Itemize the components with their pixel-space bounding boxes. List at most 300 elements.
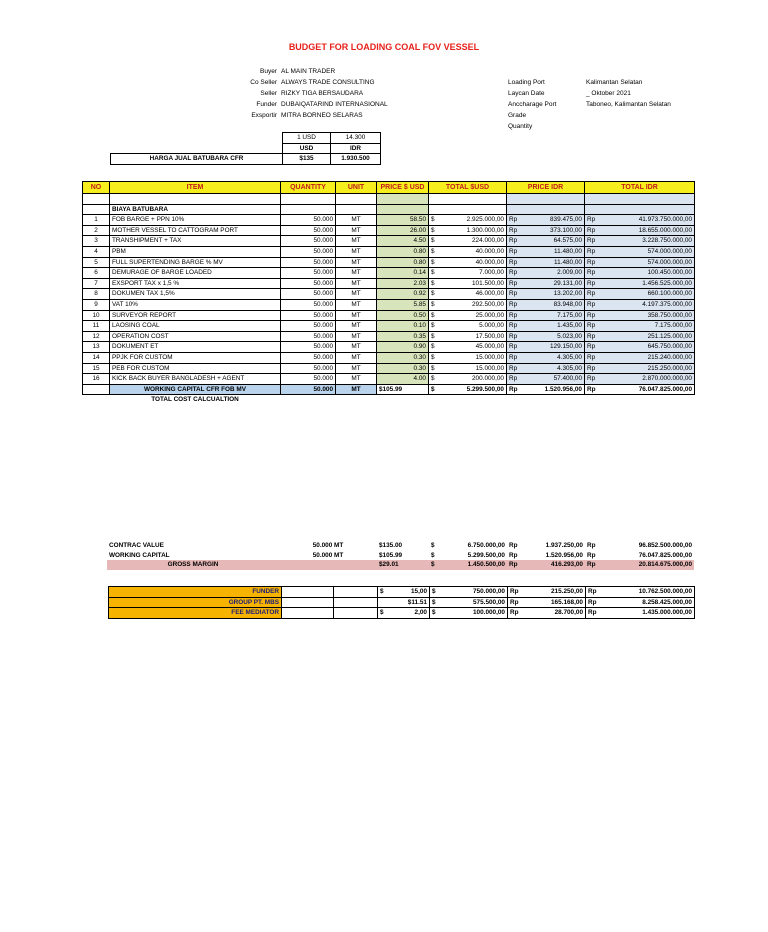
row-total-idr-cell [585,299,695,310]
sale-price-usd: $135 [283,154,331,165]
row-price-idr: 11.480,00 [554,258,582,266]
wc-total-idr: 76.047.825.000,00 [638,385,692,393]
rp-sign: Rp [587,332,596,340]
rp-sign: Rp [588,609,597,617]
row-unit: MT [336,289,377,300]
dollar-sign: $ [431,216,435,224]
row-unit: MT [336,215,377,226]
row-total-idr: 574.000.000,00 [647,247,692,255]
row-total-idr: 215.250.000,00 [647,364,692,372]
row-unit: MT [336,268,377,279]
dollar-sign: $ [432,588,436,595]
rp-sign: Rp [587,551,596,559]
row-price-usd: 58.50 [377,215,429,226]
fx-idr-head: IDR [331,143,381,154]
column-header: TOTAL IDR [585,182,695,194]
table-row [83,374,695,385]
dollar-sign: $ [431,353,435,361]
row-price-idr-cell [507,321,585,332]
row-item: PBM [110,246,281,257]
party-label: Seller [260,90,277,97]
table-header-row [83,182,695,194]
row-item: DOKUMEN TAX 1,5% [110,289,281,300]
table-row [83,321,695,332]
dollar-sign: $ [431,300,435,308]
table-row [83,310,695,321]
row-total-usd: 40.000,00 [475,258,504,266]
shipping-label: Anccharage Port [508,101,557,108]
column-header: TOTAL $USD [429,182,507,194]
row-unit: MT [336,374,377,385]
distribution-total-usd: 100.000,00 [473,609,505,617]
row-total-idr-cell [585,278,695,289]
rp-sign: Rp [509,551,518,559]
row-total-idr: 4.197.375.000,00 [642,300,692,308]
party-row [205,88,435,99]
row-total-idr-cell [585,352,695,363]
rp-sign: Rp [587,258,596,266]
rp-sign: Rp [587,237,596,245]
row-price-idr-cell [507,257,585,268]
party-label: Funder [256,101,277,108]
row-price-idr-cell [507,268,585,279]
rp-sign: Rp [587,279,596,287]
row-unit: MT [336,299,377,310]
row-total-idr: 18.655.000.000,00 [638,226,692,234]
row-total-usd-cell [429,289,507,300]
summary-table [107,541,694,570]
rp-sign: Rp [509,322,518,330]
party-value: DUBAIQATARIND INTERNASIONAL [281,101,388,108]
shipping-label: Grade [508,112,527,119]
summary-label: CONTRAC VALUE [109,542,164,549]
dollar-sign: $ [432,598,436,606]
row-number: 13 [83,342,110,353]
table-row [83,257,695,268]
row-item: TRANSHIPMENT + TAX [110,236,281,247]
row-number: 12 [83,331,110,342]
rp-sign: Rp [587,364,596,372]
row-total-idr: 251.125.000,00 [647,332,692,340]
row-total-usd: 5.000,00 [479,322,504,330]
party-label: Exsportir [251,112,277,119]
shipping-label: Quantity [508,123,533,130]
row-quantity: 50.000 [281,352,336,363]
column-header: UNIT [336,182,377,194]
row-item: DOKUMENT ET [110,342,281,353]
row-price-idr-cell [507,246,585,257]
rp-sign: Rp [587,385,596,393]
distribution-price: 2,00 [414,609,427,617]
shipping-row [508,110,748,121]
row-total-idr: 215.240.000,00 [647,353,692,361]
page-title: BUDGET FOR LOADING COAL FOV VESSEL [288,42,480,52]
row-price-usd: 0.90 [377,342,429,353]
row-quantity: 50.000 [281,257,336,268]
column-header: NO [83,182,110,194]
dollar-sign: $ [431,311,435,319]
row-total-idr-cell [585,246,695,257]
distribution-price-idr: 215.250,00 [551,588,583,595]
rp-sign: Rp [509,300,518,308]
row-total-usd: 15.000,00 [475,364,504,372]
summary-price-idr: 1.937.250,00 [545,542,583,549]
dollar-sign: $ [431,542,435,549]
dollar-sign: $ [431,279,435,287]
rp-sign: Rp [587,247,596,255]
row-total-idr-cell [585,331,695,342]
row-price-idr: 2.009,00 [557,269,582,277]
row-unit: MT [336,310,377,321]
column-header: PRICE $ USD [377,182,429,194]
table-row [83,299,695,310]
row-total-usd: 292.500,00 [472,300,504,308]
shipping-row [508,88,748,99]
summary-label: WORKING CAPITAL [109,551,170,559]
row-number: 7 [83,278,110,289]
distribution-row [109,608,695,619]
summary-total-usd: 5.299.500,00 [467,551,505,559]
distribution-price-idr: 28.700,00 [554,609,583,617]
row-total-idr-cell [585,289,695,300]
sale-price-label: HARGA JUAL BATUBARA CFR [111,154,283,165]
row-price-idr-cell [507,363,585,374]
row-number: 6 [83,268,110,279]
distribution-total-idr: 10.762.500.000,00 [638,588,692,595]
distribution-price: $11.51 [407,598,427,606]
rp-sign: Rp [509,542,518,549]
rp-sign: Rp [587,375,596,383]
row-total-idr-cell [585,342,695,353]
rp-sign: Rp [587,269,596,277]
rp-sign: Rp [510,609,519,617]
row-price-idr-cell [507,236,585,247]
gross-margin-price: $29.01 [377,560,429,570]
row-price-idr-cell [507,215,585,226]
column-header: PRICE IDR [507,182,585,194]
table-row [83,289,695,300]
row-total-usd-cell [429,268,507,279]
rp-sign: Rp [510,588,519,595]
row-price-usd: 2.03 [377,278,429,289]
gross-margin-price-idr: 416.293,00 [551,561,583,569]
dollar-sign: $ [431,551,435,559]
row-price-idr-cell [507,331,585,342]
fx-usd-label: 1 USD [283,133,331,144]
shipping-value: Taboneo, Kalimantan Selatan [586,101,671,108]
row-quantity: 50.000 [281,278,336,289]
row-quantity: 50.000 [281,289,336,300]
row-total-usd: 1.300.000,00 [466,226,504,234]
fx-idr-rate: 14.300 [331,133,381,144]
distribution-total-usd: 575.500,00 [473,598,505,606]
row-quantity: 50.000 [281,342,336,353]
row-total-idr: 574.000.000,00 [647,258,692,266]
row-quantity: 50.000 [281,363,336,374]
row-total-usd: 7.000,00 [479,269,504,277]
distribution-label: FUNDER [109,587,282,598]
row-price-idr: 5.023,00 [557,332,582,340]
row-unit: MT [336,257,377,268]
row-item: FULL SUPERTENDING BARGE % MV [110,257,281,268]
row-price-idr-cell [507,352,585,363]
row-quantity: 50.000 [281,215,336,226]
dollar-sign: $ [380,588,384,595]
shipping-value: _ Oktober 2021 [586,90,631,97]
distribution-label: GROUP PT. MBS [109,597,282,608]
row-quantity: 50.000 [281,331,336,342]
row-number: 16 [83,374,110,385]
rp-sign: Rp [587,300,596,308]
row-total-idr-cell [585,257,695,268]
row-price-usd: 5.85 [377,299,429,310]
row-number: 15 [83,363,110,374]
row-total-idr: 2.870.000.000,00 [642,375,692,383]
row-total-usd-cell [429,299,507,310]
summary-price: $105.99 [379,551,403,559]
rp-sign: Rp [510,598,519,606]
row-total-idr-cell [585,310,695,321]
gross-margin-total-idr: 20.814.675.000,00 [638,561,692,569]
distribution-total-usd: 750.000,00 [473,588,505,595]
row-total-usd: 40.000,00 [475,247,504,255]
row-unit: MT [336,236,377,247]
row-total-usd-cell [429,331,507,342]
row-total-usd-cell [429,257,507,268]
row-price-idr: 11.480,00 [554,247,582,255]
gross-margin-row [107,560,694,570]
parties-block [205,66,435,121]
row-total-idr-cell [585,374,695,385]
row-total-usd: 25.000,00 [475,311,504,319]
wc-item: WORKING CAPITAL CFR FOB MV [110,384,281,395]
row-number: 9 [83,299,110,310]
summary-total-usd: 6.750.000,00 [467,542,505,549]
row-number: 4 [83,246,110,257]
row-number: 2 [83,225,110,236]
summary-row [107,541,694,551]
row-number: 3 [83,236,110,247]
row-total-idr-cell [585,268,695,279]
row-price-idr: 57.400,00 [553,375,582,383]
rp-sign: Rp [587,353,596,361]
row-price-idr-cell [507,299,585,310]
rp-sign: Rp [509,279,518,287]
row-unit: MT [336,246,377,257]
row-price-idr: 129.150,00 [550,343,582,351]
dollar-sign: $ [431,258,435,266]
row-total-idr-cell [585,236,695,247]
row-price-usd: 4.50 [377,236,429,247]
table-row [83,363,695,374]
row-total-idr-cell [585,215,695,226]
row-price-usd: 4.00 [377,374,429,385]
row-total-usd-cell [429,374,507,385]
row-price-idr-cell [507,225,585,236]
rp-sign: Rp [509,226,518,234]
shipping-block [508,77,748,132]
row-total-usd-cell [429,342,507,353]
dollar-sign: $ [431,561,435,569]
rp-sign: Rp [587,290,596,298]
column-header: QUANTITY [281,182,336,194]
row-price-idr-cell [507,278,585,289]
party-label: Buyer [260,68,277,75]
rp-sign: Rp [587,542,596,549]
row-price-idr: 4.305,00 [557,353,582,361]
rp-sign: Rp [509,343,518,351]
distribution-table [108,586,695,619]
row-total-usd-cell [429,321,507,332]
gross-margin-total: 1.450.500,00 [467,561,505,569]
row-quantity: 50.000 [281,236,336,247]
row-total-usd: 224.000,00 [472,237,504,245]
row-price-usd: 0.80 [377,246,429,257]
rp-sign: Rp [509,247,518,255]
summary-price-idr: 1.520.956,00 [545,551,583,559]
distribution-row [109,597,695,608]
party-value: RIZKY TIGA BERSAUDARA [281,90,364,97]
row-price-idr-cell [507,289,585,300]
row-quantity: 50.000 [281,299,336,310]
rp-sign: Rp [509,353,518,361]
rp-sign: Rp [587,322,596,330]
table-row [83,331,695,342]
party-value: AL MAIN TRADER [281,68,336,75]
row-total-idr: 7.175.000,00 [654,322,692,330]
rp-sign: Rp [509,237,518,245]
total-cost-row [83,395,695,405]
shipping-row [508,77,748,88]
row-unit: MT [336,225,377,236]
rp-sign: Rp [587,311,596,319]
row-price-idr: 373.100,00 [550,226,582,234]
row-price-usd: 0.92 [377,289,429,300]
rp-sign: Rp [587,226,596,234]
table-row [83,268,695,279]
section-row [83,204,695,215]
row-total-usd-cell [429,278,507,289]
row-total-idr-cell [585,363,695,374]
rp-sign: Rp [587,561,596,569]
dollar-sign: $ [431,290,435,298]
row-item: VAT 10% [110,299,281,310]
row-item: PEB FOR CUSTOM [110,363,281,374]
row-total-usd: 46.000,00 [475,290,504,298]
row-total-idr: 41.973.750.000,00 [638,216,692,224]
row-number: 14 [83,352,110,363]
dollar-sign: $ [432,609,436,617]
shipping-row [508,121,748,132]
row-quantity: 50.000 [281,246,336,257]
row-total-usd: 15.000,00 [475,353,504,361]
row-price-usd: 0.30 [377,352,429,363]
row-unit: MT [336,363,377,374]
row-total-usd: 2.925.000,00 [466,216,504,224]
party-value: MITRA BORNEO SELARAS [281,112,363,119]
row-price-idr: 29.131,00 [553,279,582,287]
section-label: BIAYA BATUBARA [110,204,281,215]
row-total-usd: 17.500,00 [475,332,504,340]
row-quantity: 50.000 [281,225,336,236]
row-quantity: 50.000 [281,321,336,332]
row-price-usd: 0.30 [377,363,429,374]
dollar-sign: $ [431,385,435,393]
row-total-idr: 1.456.525.000,00 [642,279,692,287]
summary-row [107,551,694,561]
dollar-sign: $ [431,322,435,330]
party-row [205,66,435,77]
row-total-idr: 3.228.750.000,00 [642,237,692,245]
row-unit: MT [336,278,377,289]
row-price-usd: 0.14 [377,268,429,279]
row-number: 10 [83,310,110,321]
rp-sign: Rp [509,269,518,277]
party-label: Co Seller [250,79,277,86]
row-total-usd: 101.500,00 [472,279,504,287]
row-unit: MT [336,352,377,363]
row-number: 5 [83,257,110,268]
row-item: MOTHER VESSEL TO CATTOGRAM PORT [110,225,281,236]
row-total-idr: 660.100.000,00 [647,290,692,298]
wc-price: $105.99 [377,384,429,395]
row-number: 8 [83,289,110,300]
blank-row [83,194,695,205]
column-header: ITEM [110,182,281,194]
rp-sign: Rp [509,385,518,393]
row-total-usd-cell [429,246,507,257]
row-total-usd: 45.000,00 [475,343,504,351]
row-item: LAOSING COAL [110,321,281,332]
row-price-idr-cell [507,310,585,321]
party-row [205,99,435,110]
fx-usd-head: USD [283,143,331,154]
row-quantity: 50.000 [281,310,336,321]
shipping-value: Kalimantan Selatan [586,79,643,86]
row-price-usd: 0.80 [377,257,429,268]
distribution-price: 15,00 [411,588,427,595]
dollar-sign: $ [431,247,435,255]
rp-sign: Rp [588,588,597,595]
cost-table [82,181,695,405]
row-price-idr-cell [507,374,585,385]
distribution-price-idr: 165.168,00 [551,598,583,606]
rp-sign: Rp [587,216,596,224]
distribution-label: FEE MEDIATOR [109,608,282,619]
row-total-usd-cell [429,363,507,374]
row-item: DEMURAGE OF BARGE LOADED [110,268,281,279]
rp-sign: Rp [509,258,518,266]
row-quantity: 50.000 [281,268,336,279]
table-row [83,236,695,247]
table-row [83,352,695,363]
row-total-usd-cell [429,225,507,236]
row-quantity: 50.000 [281,374,336,385]
row-total-usd: 200.000,00 [472,375,504,383]
rp-sign: Rp [509,290,518,298]
wc-price-idr: 1.520.956,00 [544,385,582,393]
rp-sign: Rp [509,561,518,569]
total-cost-label: TOTAL COST CALCUALTION [151,396,239,404]
table-row [83,225,695,236]
table-row [83,342,695,353]
row-price-idr: 1.435,00 [557,322,582,330]
row-unit: MT [336,331,377,342]
row-total-idr-cell [585,225,695,236]
summary-total-idr: 96.852.500.000,00 [638,542,692,549]
rp-sign: Rp [509,375,518,383]
row-unit: MT [336,321,377,332]
